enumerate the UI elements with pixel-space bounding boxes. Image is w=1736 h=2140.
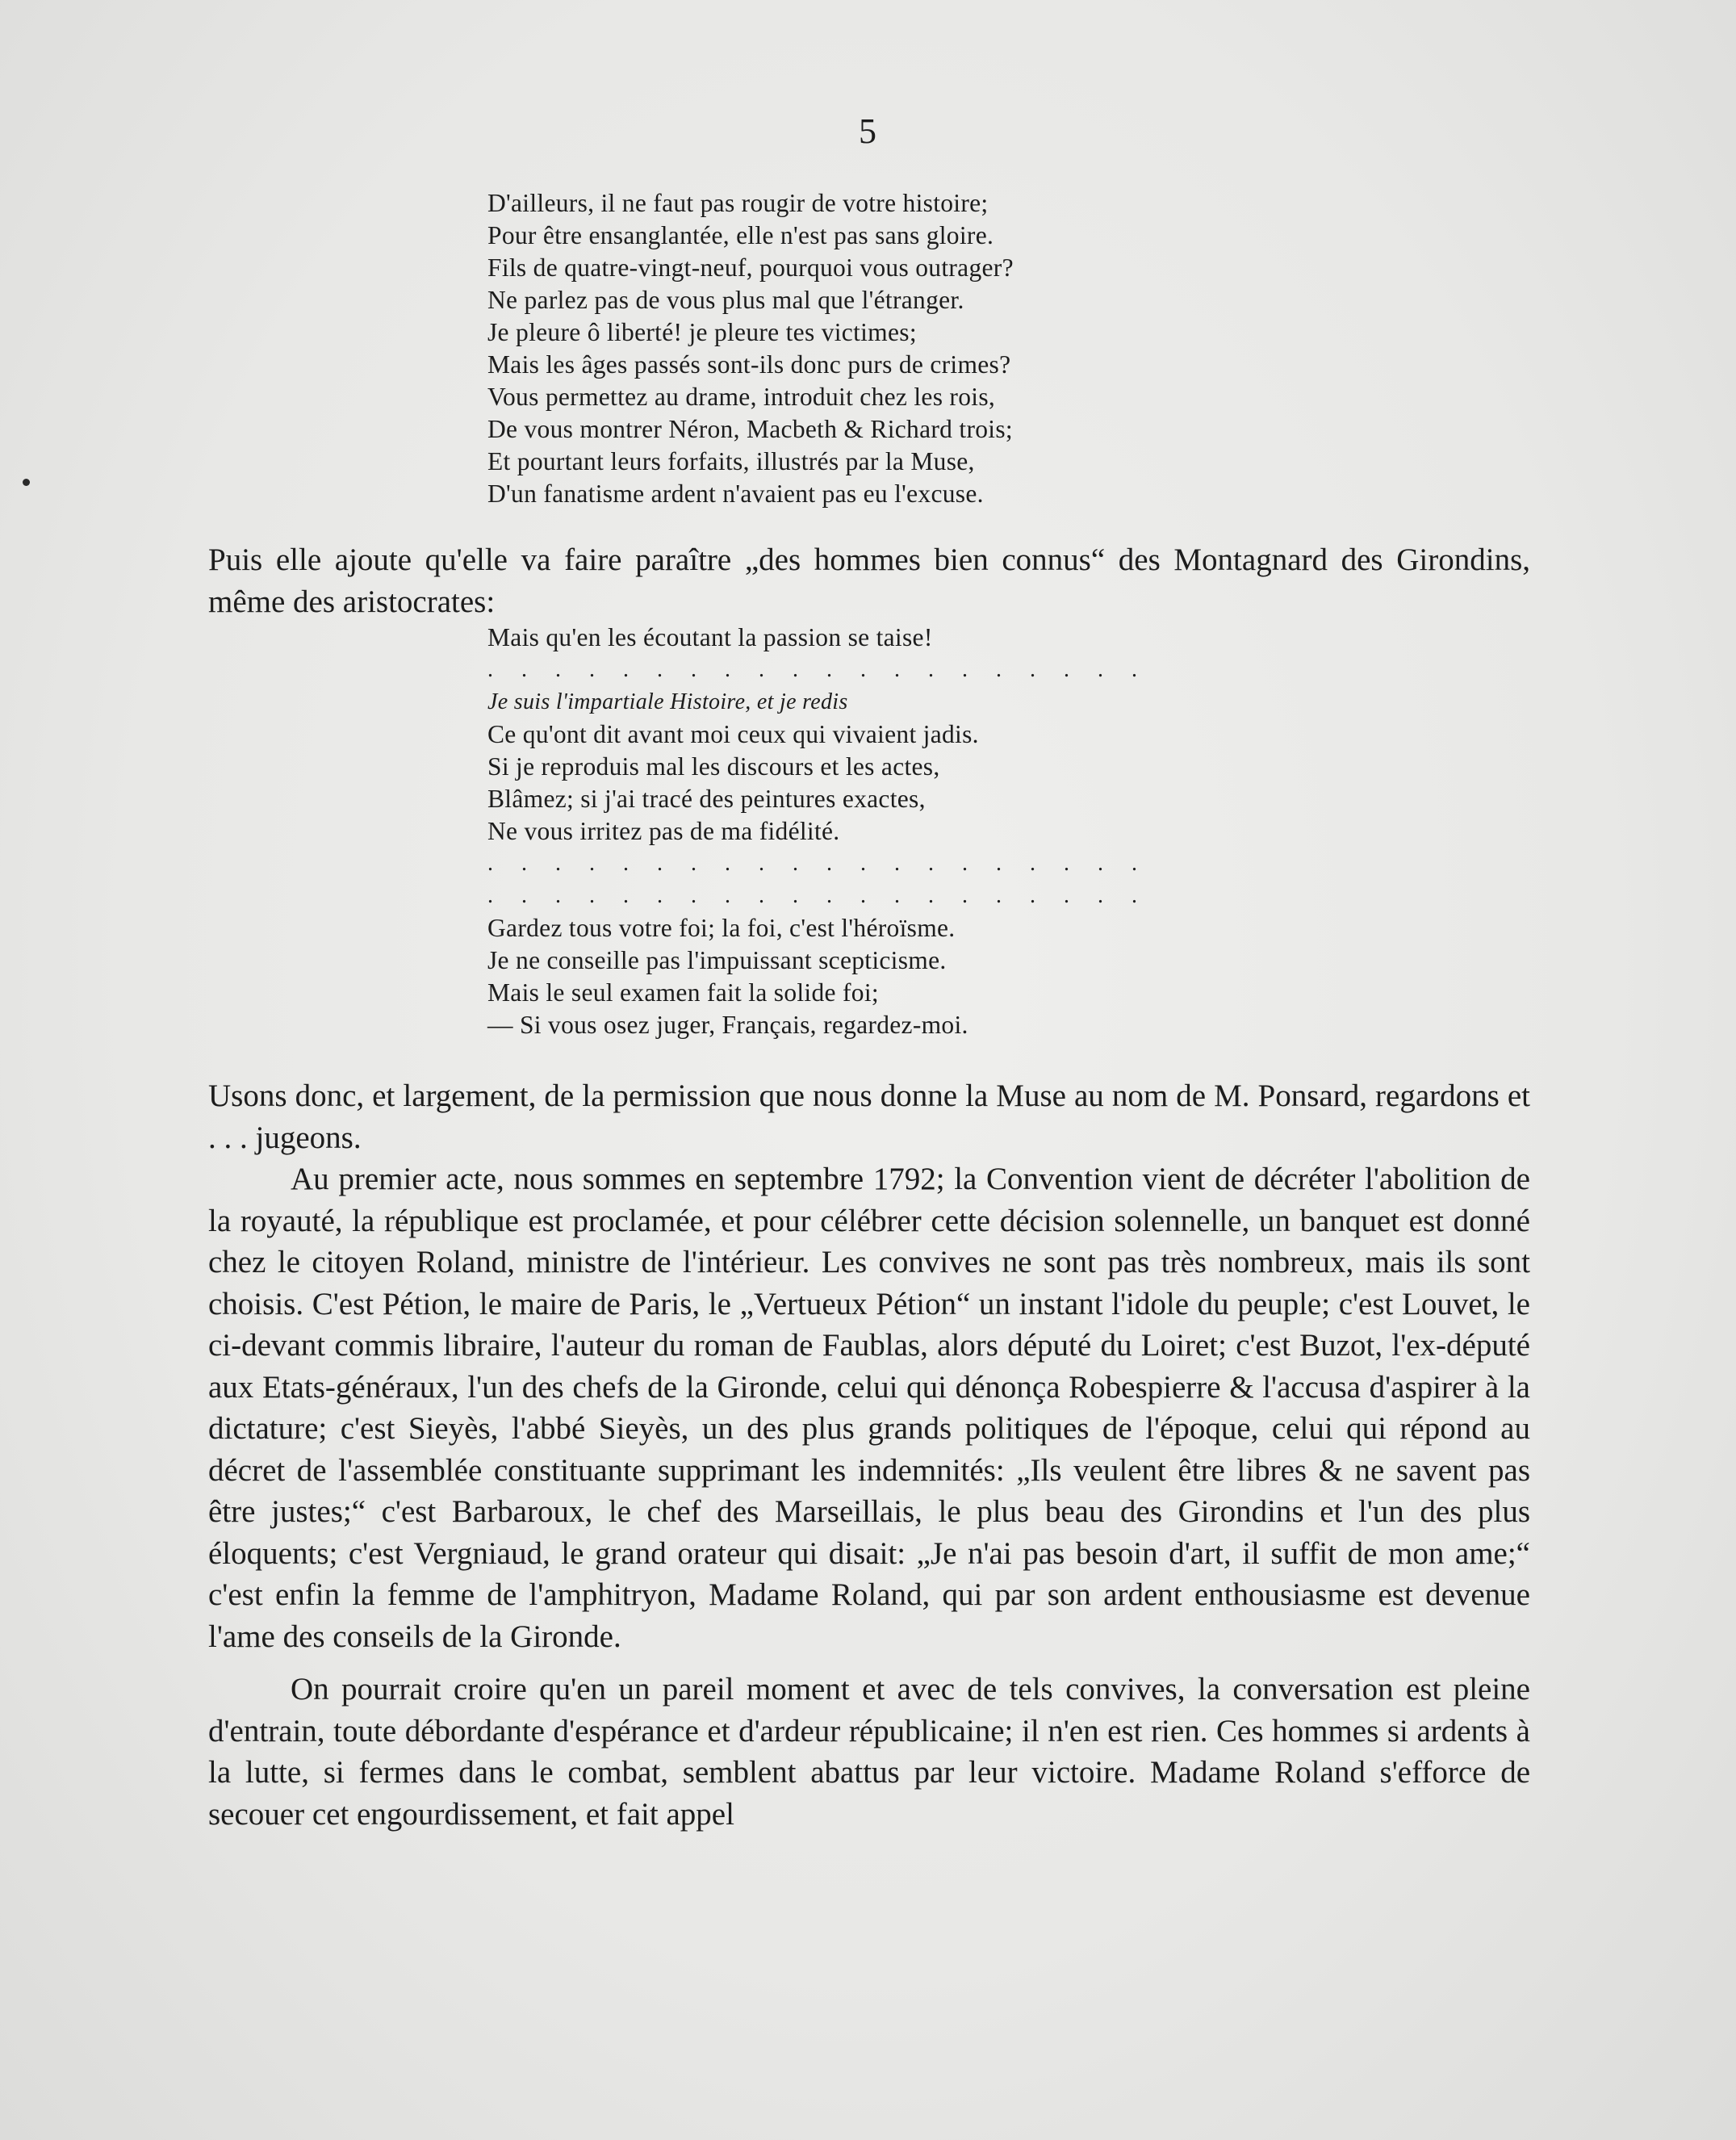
verse-line: Gardez tous votre foi; la foi, c'est l'héroïsme. <box>487 914 956 942</box>
verse-line: — Si vous osez juger, Français, regardez-moi. <box>487 1011 968 1039</box>
ellipsis-line: . . . . . . . . . . . . . . . . . . . . <box>487 883 1148 908</box>
verse-line: Et pourtant leurs forfaits, illustrés par la Muse, <box>487 447 975 475</box>
verse-line: Si je reproduis mal les discours et les actes, <box>487 752 940 781</box>
verse-line: Je ne conseille pas l'impuissant scepticisme. <box>487 946 947 974</box>
paragraph: Puis elle ajoute qu'elle va faire paraître „des hommes bien connus“ des Montagnard des Girondins, même des aristocrates: <box>208 542 1530 619</box>
verse-line: D'ailleurs, il ne faut pas rougir de votre histoire; <box>487 189 989 217</box>
verse-block-2 <box>487 622 1295 1041</box>
verse-line: Ne parlez pas de vous plus mal que l'étranger. <box>487 286 964 314</box>
ellipsis-line: . . . . . . . . . . . . . . . . . . . . <box>487 851 1148 876</box>
verse-line: Mais les âges passés sont-ils donc purs de crimes? <box>487 350 1011 379</box>
verse-line: Mais le seul examen fait la solide foi; <box>487 978 879 1007</box>
verse-line: Je suis l'impartiale Histoire, et je redis <box>487 689 848 714</box>
verse-line: Ne vous irritez pas de ma fidélité. <box>487 817 840 845</box>
verse-line: De vous montrer Néron, Macbeth & Richard trois; <box>487 415 1013 443</box>
verse-line: Ce qu'ont dit avant moi ceux qui vivaient jadis. <box>487 720 979 748</box>
verse-line: Blâmez; si j'ai tracé des peintures exactes, <box>487 785 926 813</box>
verse-line: D'un fanatisme ardent n'avaient pas eu l'excuse. <box>487 480 984 508</box>
paragraph: Usons donc, et largement, de la permission que nous donne la Muse au nom de M. Ponsard, regardons et . . . jugeons. <box>208 1078 1530 1155</box>
ellipsis-line: . . . . . . . . . . . . . . . . . . . . <box>487 657 1148 682</box>
verse-line: Fils de quatre-vingt-neuf, pourquoi vous outrager? <box>487 253 1014 282</box>
ink-speck <box>23 479 30 486</box>
page-number: 5 <box>859 111 876 151</box>
verse-line: Pour être ensanglantée, elle n'est pas sans gloire. <box>487 221 994 249</box>
verse-line: Vous permettez au drame, introduit chez les rois, <box>487 383 996 411</box>
verse-line: Mais qu'en les écoutant la passion se taise! <box>487 623 933 651</box>
verse-line: Je pleure ô liberté! je pleure tes victimes; <box>487 318 917 346</box>
verse-block-1 <box>487 187 1295 510</box>
paragraph: Au premier acte, nous sommes en septembre 1792; la Convention vient de décréter l'abolition de la royauté, la république est proclamée, et pour célébrer cette décision solennelle, un banquet est donné chez le citoyen Roland, ministre de l'intérieur. Les convives ne sont pas très nombreux, mais ils sont choisis. C'est Pétion, le maire de Paris, le „Vertueux Pétion“ un instant l'idole du peuple; c'est Louvet, le ci-devant commis libraire, l'auteur du roman de Faublas, alors député du Loiret; c'est Buzot, l'ex-député aux Etats-généraux, l'un des chefs de la Gironde, celui qui dénonça Robespierre & l'accusa d'aspirer à la dictature; c'est Sieyès, l'abbé Sieyès, un des plus grands politiques de l'époque, celui qui répond au décret de l'assemblée constituante supprimant les indemnités: „Ils veulent être libres & ne savent pas être justes;“ c'est Barbaroux, le chef des Marseillais, le plus beau des Girondins et l'un des plus éloquents; c'est Vergniaud, le grand orateur qui disait: „Je n'ai pas besoin d'art, il suffit de mon ame;“ c'est enfin la femme de l'amphitryon, Madame Roland, qui par son ardent enthousiasme est devenue l'ame des conseils de la Gironde. <box>208 1162 1530 1654</box>
paragraph: On pourrait croire qu'en un pareil moment et avec de tels convives, la conversation est pleine d'entrain, toute débordante d'espérance et d'ardeur républicaine; il n'en est rien. Ces hommes si ardents à la lutte, si fermes dans le combat, semblent abattus par leur victoire. Madame Roland s'efforce de secouer cet engourdissement, et fait appel <box>208 1672 1530 1832</box>
paragraph-block-2 <box>208 1075 1530 1835</box>
paragraph-block-1 <box>208 539 1530 622</box>
